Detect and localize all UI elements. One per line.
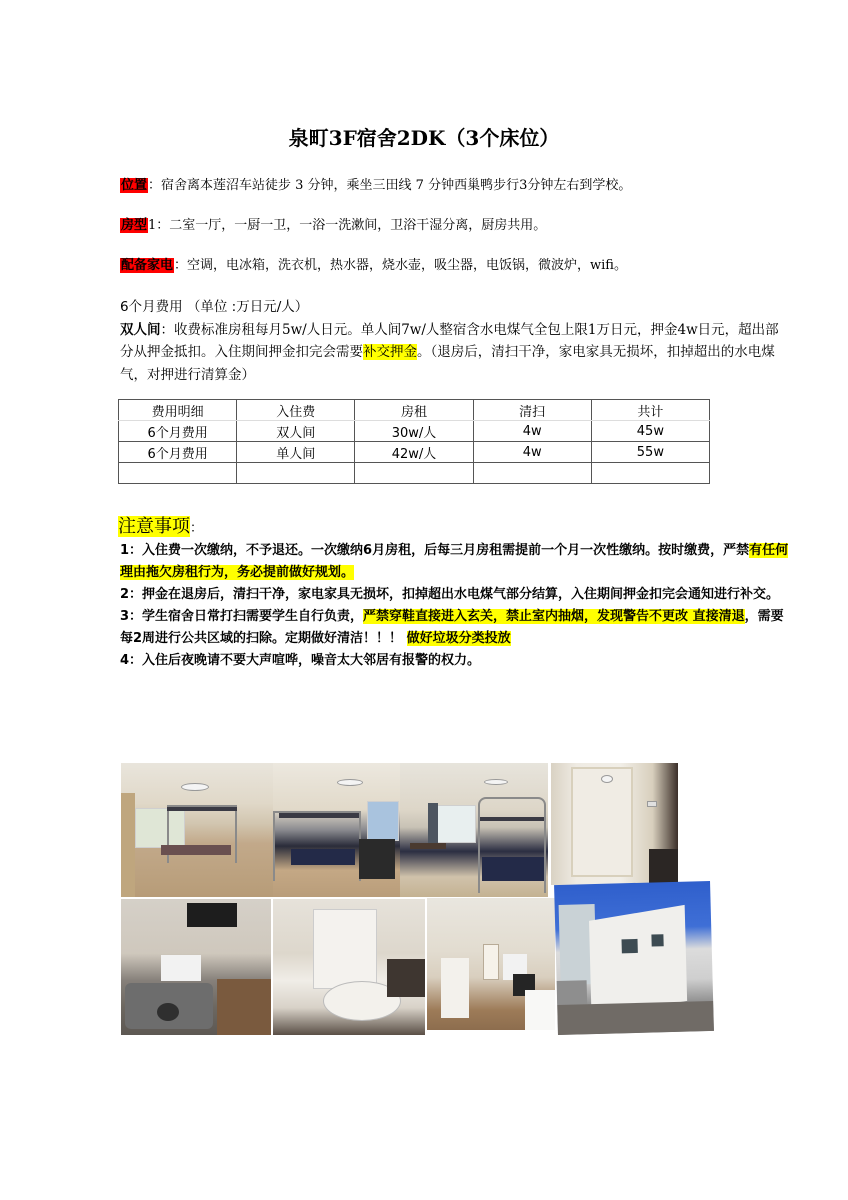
bunk-bed-top [167, 807, 237, 811]
notes-title-text: 注意事项 [118, 516, 190, 537]
note-highlight: 严禁穿鞋直接进入玄关，禁止室内抽烟，发现警告不更改 直接清退 [363, 609, 745, 624]
table-cell [591, 463, 709, 484]
door-shape [483, 944, 499, 980]
note-item [120, 606, 795, 650]
location-label: 位置 [121, 178, 148, 193]
photo-building-exterior [554, 881, 714, 1035]
table-cell: 单人间 [237, 442, 355, 463]
vanity-shape [313, 909, 377, 989]
ceiling-light-icon [337, 779, 363, 786]
appliances-line [120, 257, 627, 275]
table-cell [355, 463, 473, 484]
mattress-shape [482, 857, 544, 881]
note-item [120, 540, 795, 584]
appliances-label: 配备家电 [121, 258, 174, 273]
table-row [119, 442, 710, 463]
note-highlight: 做好垃圾分类投放 [406, 631, 511, 646]
mattress-shape [291, 849, 355, 865]
table-cell: 6个月费用 [119, 421, 237, 442]
page-title: 泉町3F宿舍2DK（3个床位） [288, 126, 560, 150]
window-shape [436, 805, 476, 843]
table-cell: 双人间 [237, 421, 355, 442]
notes-title [118, 512, 203, 538]
deposit-highlight: 补交押金 [363, 344, 417, 360]
room-type-label: 房型 [121, 218, 148, 233]
note-item [120, 584, 795, 606]
fee-table [118, 399, 710, 484]
range-hood-shape [187, 903, 237, 927]
table-cell: 4w [473, 421, 591, 442]
dorm-building-shape [589, 905, 687, 1017]
counter-shape [441, 958, 469, 1018]
note-highlight: 有任何理由拖欠房租行为，务必提前做好规划。 [120, 543, 789, 580]
table-row [119, 421, 710, 442]
note-text: 2：押金在退房后，清扫干净，家电家具无损坏，扣掉超出水电煤气部分结算，入住期间押金扣完会通知进行补交。 [120, 587, 780, 602]
bunk-bed-top [279, 813, 359, 818]
fees-heading: 6个月费用 （单位 :万日元/人） [120, 299, 309, 315]
note-item [120, 650, 795, 672]
room-type-line [120, 217, 546, 235]
control-panel-icon [647, 801, 657, 807]
table-header-cell: 共计 [591, 400, 709, 421]
table-cell: 55w [591, 442, 709, 463]
table-header-cell: 房租 [355, 400, 473, 421]
fees-intro [120, 296, 790, 386]
room-type-text: 1：二室一厅，一厨一卫，一浴一洗漱间，卫浴干湿分离，厨房共用。 [148, 218, 547, 233]
table-cell: 30w/人 [355, 421, 473, 442]
shower-head-icon [601, 775, 613, 783]
notes-title-colon: ： [190, 521, 204, 536]
location-line [120, 177, 631, 195]
photo-washbasin [273, 899, 425, 1035]
mattress-shape [161, 845, 231, 855]
floor-shape [217, 979, 271, 1035]
ceiling-light-icon [181, 783, 209, 791]
desk-shape [410, 843, 446, 849]
bunk-bed-top [480, 817, 544, 821]
car-shape [557, 980, 588, 1005]
table-row [119, 463, 710, 484]
shower-booth-shape [571, 767, 633, 877]
fees-body-text: ：收费标准房租每月5w/人日元。单人间7w/人整宿含水电煤气全包上限1万日元，押金4w日元，超出部分从押金抵扣。入住期间押金扣完会需要 [120, 321, 779, 360]
door-shape [121, 793, 135, 897]
curtain-shape [428, 803, 438, 845]
table-cell: 42w/人 [355, 442, 473, 463]
note-text: 4：入住后夜晚请不要大声喧哗，噪音太大邻居有报警的权力。 [120, 653, 481, 668]
location-text: ：宿舍离本莲沼车站徒步 3 分钟，乘坐三田线 7 分钟西巢鸭步行3分钟左右到学校。 [148, 178, 632, 193]
note-text: ，需要每2周进行公共区域的扫除。定期做好清洁！！！ [120, 609, 784, 646]
window-shape [651, 934, 663, 946]
table-header-cell: 费用明细 [119, 400, 237, 421]
photo-hallway [427, 898, 555, 1030]
appliance-shape [525, 990, 555, 1030]
window-shape [367, 801, 399, 841]
bunk-bed-shape [273, 811, 361, 881]
photo-bedroom-1 [121, 763, 273, 897]
appliances-text: ：空调，电冰箱，洗衣机，热水器，烧水壶，吸尘器，电饭锅，微波炉，wifi。 [174, 258, 627, 273]
table-cell: 6个月费用 [119, 442, 237, 463]
chair-shape [649, 849, 678, 885]
chair-shape [359, 839, 395, 879]
note-text: 1：入住费一次缴纳，不予退还。一次缴纳6月房租，后每三月房租需提前一个月一次性缴纳。按时缴费，严禁 [120, 543, 750, 558]
photo-bedroom-2 [273, 763, 400, 897]
notes-list [120, 540, 795, 672]
photo-bedroom-3 [400, 763, 548, 897]
table-cell [473, 463, 591, 484]
fees-body [120, 319, 790, 387]
counter-shape [387, 959, 425, 997]
double-room-label: 双人间 [120, 321, 161, 338]
microwave-shape [161, 955, 201, 981]
window-shape [622, 939, 638, 953]
table-cell [237, 463, 355, 484]
photo-kitchen [121, 899, 271, 1035]
street-shape [557, 1001, 714, 1035]
table-header-cell: 入住费 [237, 400, 355, 421]
table-cell: 45w [591, 421, 709, 442]
fees-body-after: 。（退房后，清扫干净，家电家具无损坏，扣掉超出的水电煤气，对押进行清算金） [120, 344, 775, 383]
table-cell: 4w [473, 442, 591, 463]
drain-icon [157, 1003, 179, 1021]
table-cell [119, 463, 237, 484]
photo-shower-room [551, 763, 678, 885]
ceiling-light-icon [484, 779, 508, 785]
table-header-row [119, 400, 710, 421]
table-header-cell: 清扫 [473, 400, 591, 421]
note-text: 3：学生宿舍日常打扫需要学生自行负责， [120, 609, 364, 624]
